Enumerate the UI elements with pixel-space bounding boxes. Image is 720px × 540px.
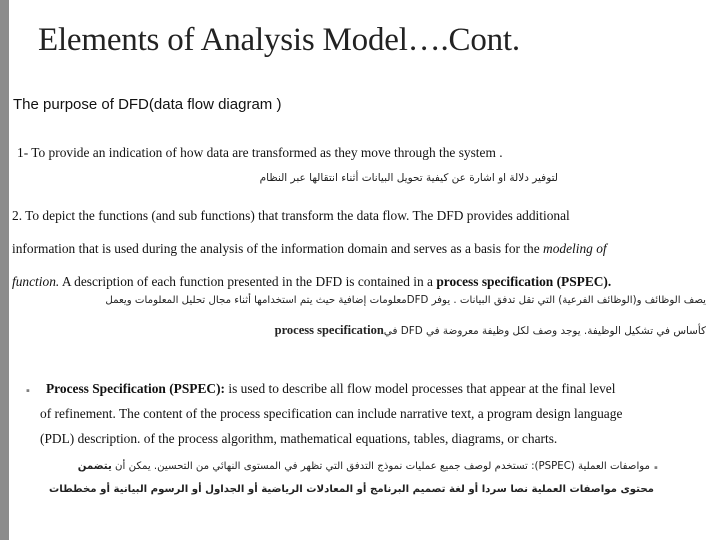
point2-arabic-line1: يصف الوظائف و(الوظائف الفرعية) التي تقل تدفق البيانات . يوفر DFDمعلومات إضافية حيث يتم استخدامها أثناء مجال تحليل المعلومات ويعمل [105,295,706,306]
point2-line2-text: information that is used during the analysis of the information domain and serves as a basis for the [12,241,544,256]
slide-subtitle: The purpose of DFD(data flow diagram ) [13,96,282,113]
point2-line3 [12,274,611,290]
pspec-arabic-bullet-icon: ▪ [654,462,658,474]
pspec-label: Process Specification (PSPEC): [46,381,226,396]
pspec-arabic-line1 [78,461,650,472]
pspec-line3: (PDL) description. of the process algorithm, mathematical equations, tables, diagrams, or charts. [40,431,558,446]
point2-line3-italic: function. [12,274,60,289]
point1-arabic: لتوفير دلالة او اشارة عن كيفية تحويل البيانات أثناء انتقالها عبر النظام [259,172,558,184]
pspec-line1 [46,381,615,397]
point2-line2-italic: modeling of [543,241,607,256]
point1-text: 1- To provide an indication of how data are transformed as they move through the system . [17,145,503,160]
point2-arabic-line2-bold: process specification [274,323,384,337]
pspec-bullet-icon: ▪ [26,385,30,397]
left-accent-bar [0,0,9,540]
point2-line3-bold: process specification (PSPEC). [436,274,612,289]
pspec-arabic-line1-bold: يتضمن [77,461,112,472]
pspec-arabic-line2: محتوى مواصفات العملية نصا سردا أو لغة تصميم البرنامج أو المعادلات الرياضية أو الجداول أو الرسوم البيانية أو مخططات [49,484,654,495]
point2-line3-text: A description of each function presented in the DFD is contained in a [59,274,437,289]
pspec-arabic-line1-text: مواصفات العملية (PSPEC): تستخدم لوصف جميع عمليات نموذج التدفق التي تظهر في المستوى النهائي من التحسين. يمكن أن [111,461,650,472]
slide-title: Elements of Analysis Model….Cont. [38,22,520,58]
pspec-line2: of refinement. The content of the process specification can include narrative text, a program design language [40,406,623,421]
pspec-line1-text: is used to describe all flow model processes that appear at the final level [225,381,616,396]
point2-line1: 2. To depict the functions (and sub functions) that transform the data flow. The DFD provides additional [12,208,570,223]
point2-arabic-line2 [275,323,706,338]
point2-line2 [12,241,607,257]
point2-arabic-line2-text: كأساس في تشكيل الوظيفة. يوجد وصف لكل وظيفة معروضة في DFD في [383,325,706,337]
